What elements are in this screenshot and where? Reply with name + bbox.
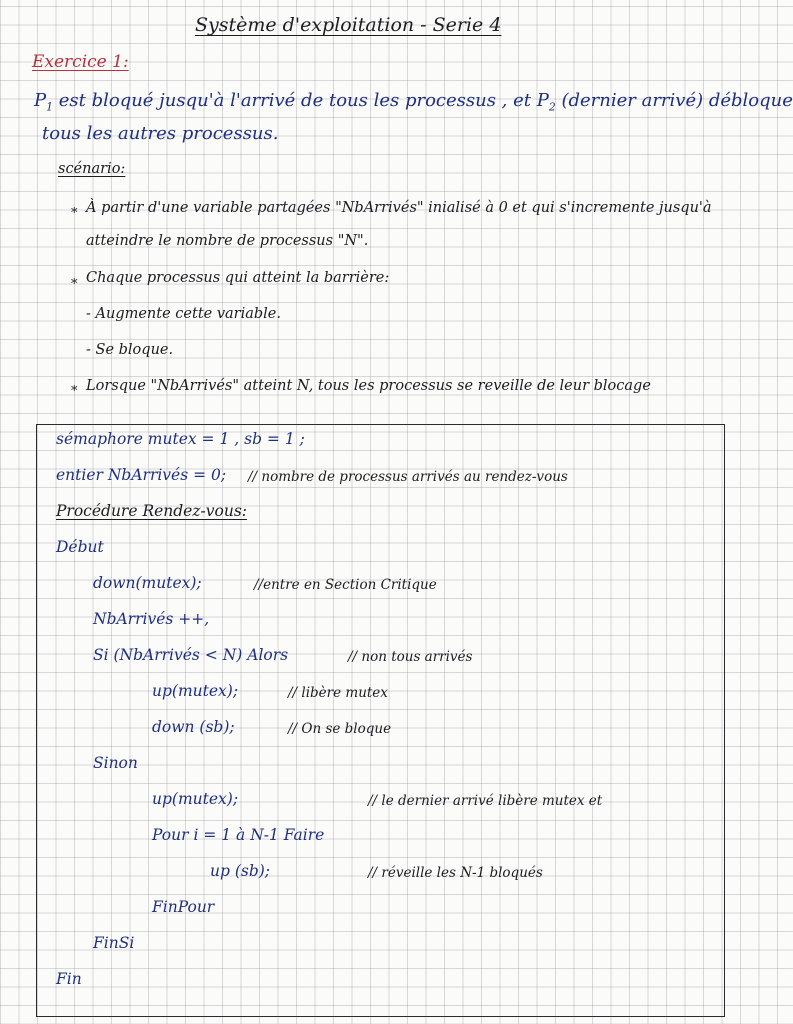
- intro-line-1-end: (dernier arrivé) débloque: [561, 90, 793, 111]
- code-pour: Pour i = 1 à N-1 Faire: [152, 826, 325, 844]
- comment-reveille: // réveille les N-1 bloqués: [368, 865, 543, 881]
- code-debut: Début: [56, 538, 104, 556]
- comment-on-se-bloque: // On se bloque: [288, 721, 392, 737]
- comment-dernier-arrive: // le dernier arrivé libère mutex et: [368, 793, 603, 809]
- scenario-bullet-3: Lorsque "NbArrivés" atteint N, tous les processus se reveille de leur blocage: [86, 378, 651, 394]
- code-up-mutex-1: up(mutex);: [152, 682, 239, 700]
- code-down-mutex: down(mutex);: [93, 574, 202, 592]
- code-increment: NbArrivés ++,: [93, 610, 210, 628]
- scenario-bullet-2: Chaque processus qui atteint la barrière:: [86, 270, 390, 286]
- p2-subscript: 2: [548, 100, 556, 114]
- scenario-dash-2: - Se bloque.: [86, 342, 174, 358]
- code-entier-decl: entier NbArrivés = 0;: [56, 466, 227, 484]
- bullet-star-2: *: [71, 277, 78, 292]
- page-title: Système d'exploitation - Serie 4: [195, 14, 502, 36]
- code-up-sb: up (sb);: [210, 862, 271, 880]
- scenario-bullet-1-line-1: À partir d'une variable partagées "NbArrivés" inialisé à 0 et qui s'incremente jusqu'à: [86, 200, 712, 216]
- code-up-mutex-2: up(mutex);: [152, 790, 239, 808]
- code-semaphore-decl: sémaphore mutex = 1 , sb = 1 ;: [56, 430, 305, 448]
- code-finpour: FinPour: [152, 898, 215, 916]
- scenario-dash-1: - Augmente cette variable.: [86, 306, 281, 322]
- exercise-heading: Exercice 1:: [32, 52, 129, 72]
- code-si: Si (NbArrivés < N) Alors: [93, 646, 289, 664]
- code-sinon: Sinon: [93, 754, 138, 772]
- p1-symbol: P: [34, 90, 47, 111]
- code-finsi: FinSi: [93, 934, 135, 952]
- intro-line-2: tous les autres processus.: [42, 123, 279, 144]
- comment-non-tous-arrives: // non tous arrivés: [348, 649, 473, 665]
- comment-section-critique: //entre en Section Critique: [254, 577, 437, 593]
- scenario-bullet-1-line-2: atteindre le nombre de processus "N".: [86, 233, 369, 249]
- intro-line-1-mid: est bloqué jusqu'à l'arrivé de tous les processus , et P: [58, 90, 549, 111]
- code-fin: Fin: [56, 970, 82, 988]
- intro-line-1: [34, 90, 793, 114]
- procedure-title: Procédure Rendez-vous:: [56, 502, 248, 520]
- bullet-star-3: *: [71, 384, 78, 399]
- comment-nbarrives: // nombre de processus arrivés au rendez-vous: [248, 469, 568, 485]
- code-down-sb: down (sb);: [152, 718, 235, 736]
- scenario-label: scénario:: [58, 161, 126, 177]
- comment-libere-mutex: // libère mutex: [288, 685, 388, 701]
- p1-subscript: 1: [46, 100, 53, 114]
- bullet-star-1: *: [71, 206, 78, 221]
